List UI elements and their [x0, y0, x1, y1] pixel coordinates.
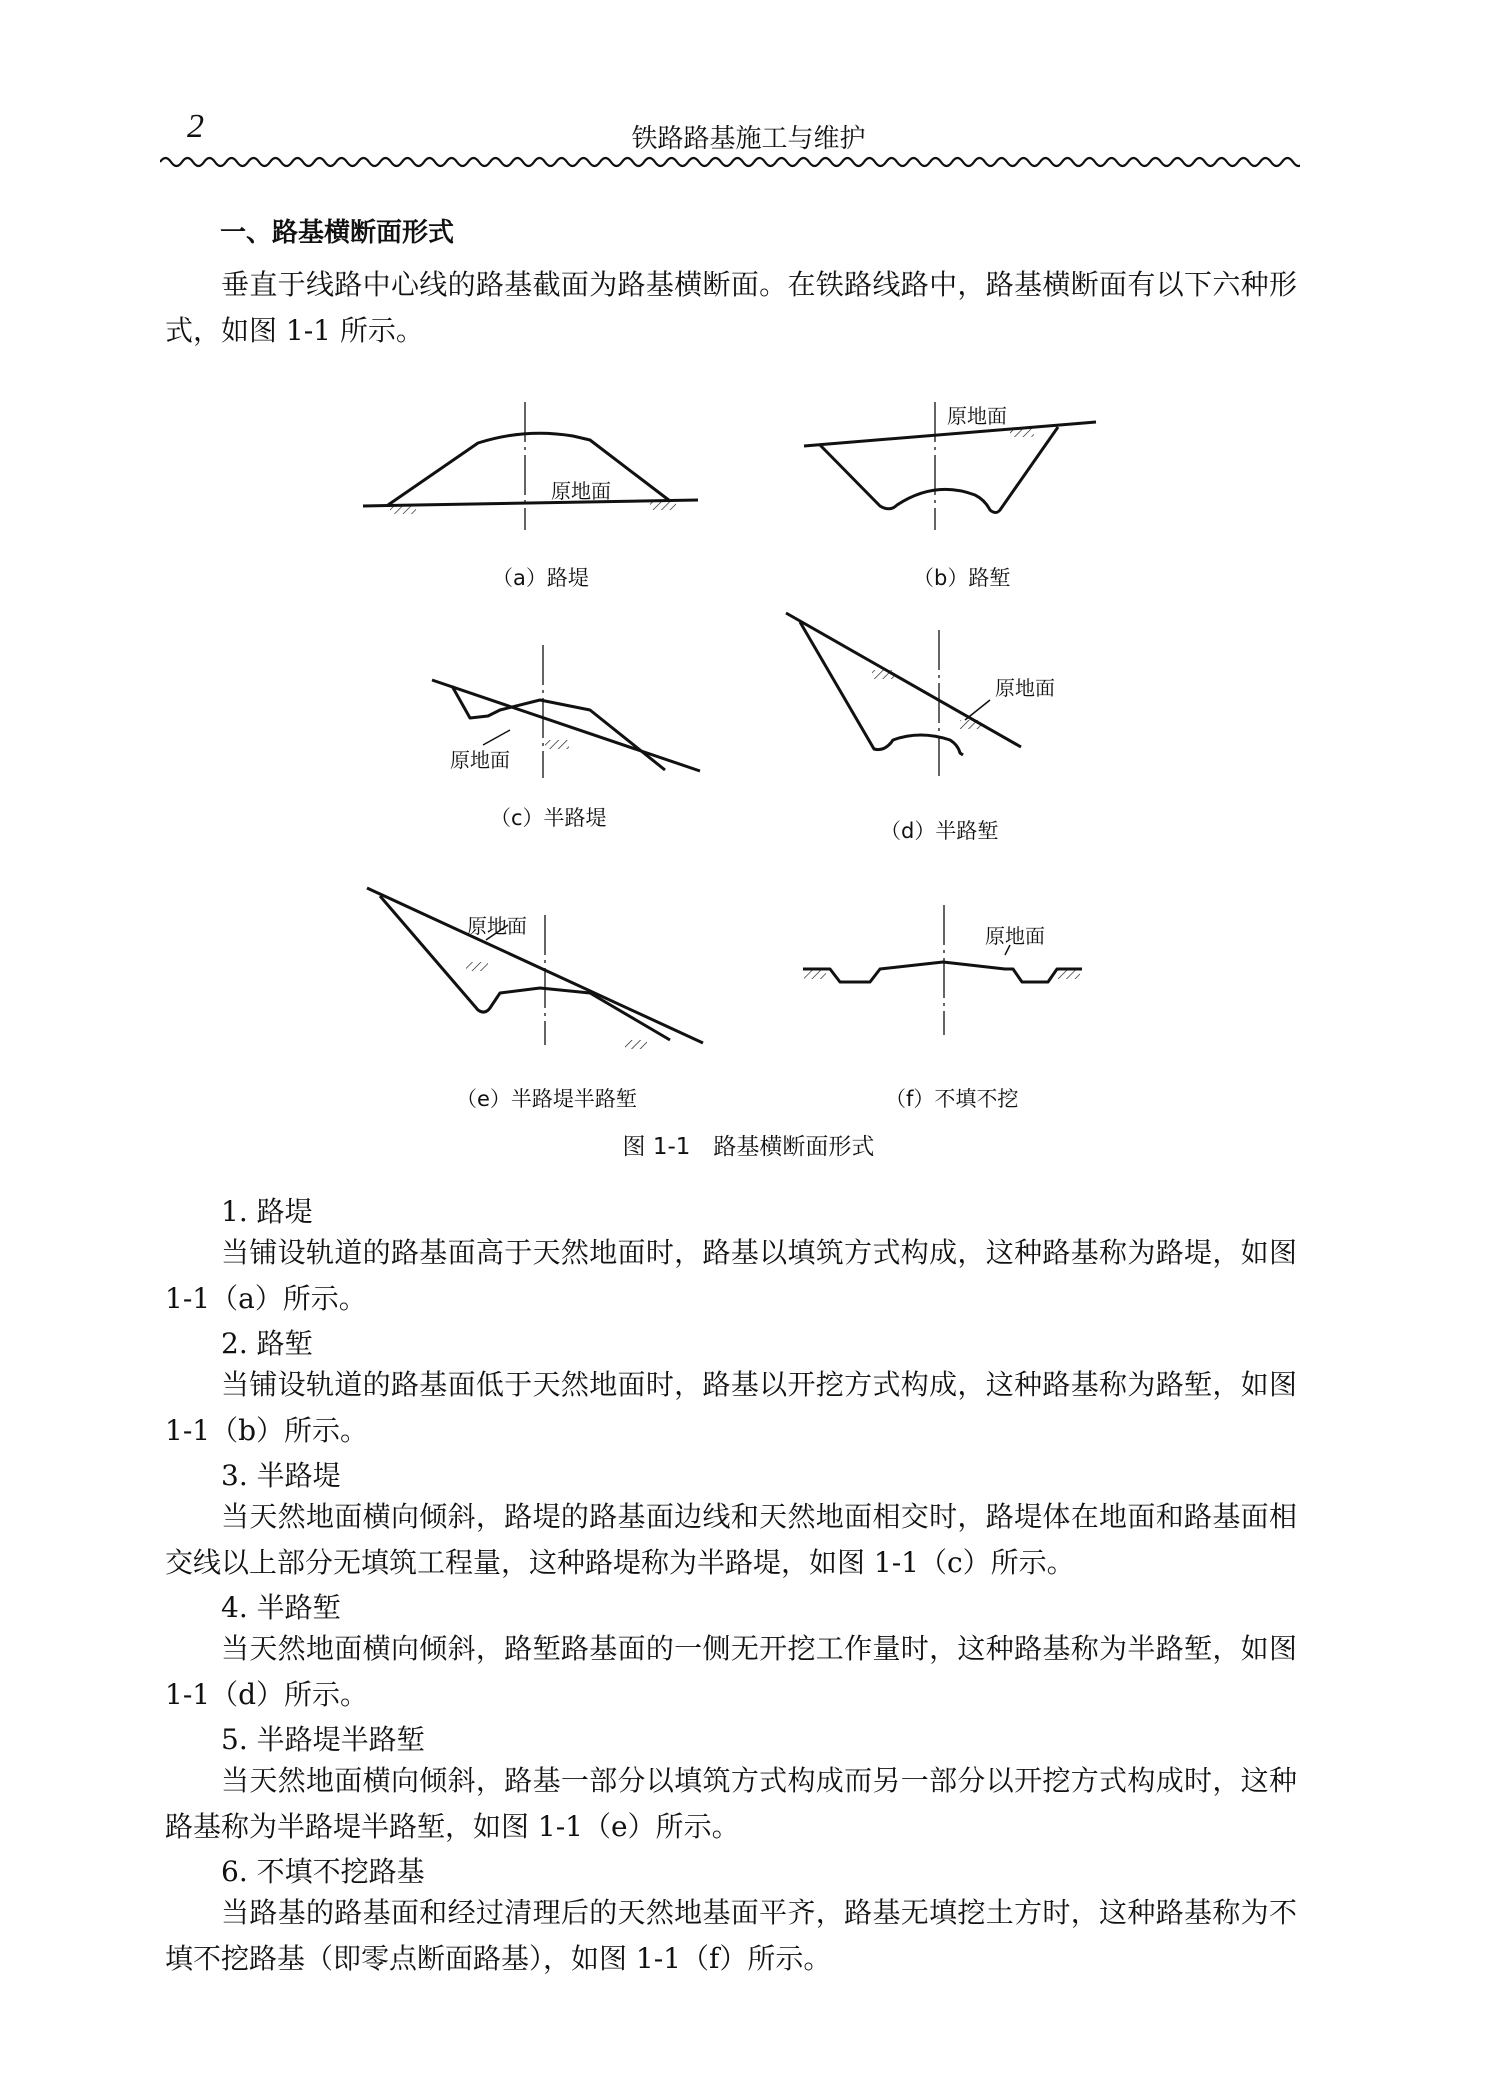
item-5-text: 当天然地面横向倾斜，路基一部分以填筑方式构成而另一部分以开挖方式构成时，这种路基称为半路堤半路堑，如图 1-1（e）所示。	[165, 1764, 1297, 1843]
page-number: 2	[187, 108, 204, 145]
ground-label-e: 原地面	[467, 914, 527, 938]
item-3-text: 当天然地面横向倾斜，路堤的路基面边线和天然地面相交时，路堤体在地面和路基面相交线以上部分无填筑工程量，这种路堤称为半路堤，如图 1-1（c）所示。	[165, 1500, 1297, 1579]
caption-a: （a）路堤	[492, 566, 589, 590]
ground-label-b: 原地面	[947, 404, 1007, 428]
item-1-heading: 1. 路堤	[221, 1195, 313, 1228]
item-1-text: 当铺设轨道的路基面高于天然地面时，路基以填筑方式构成，这种路基称为路堤，如图 1-1（a）所示。	[165, 1236, 1297, 1315]
caption-e: （e）半路堤半路堑	[456, 1087, 637, 1111]
ground-label-f: 原地面	[985, 924, 1045, 948]
caption-c: （c）半路堤	[490, 806, 607, 830]
intro-paragraph: 垂直于线路中心线的路基截面为路基横断面。在铁路线路中，路基横断面有以下六种形式，如图 1-1 所示。	[165, 268, 1297, 347]
caption-f: （f）不填不挖	[885, 1087, 1019, 1111]
item-6-text: 当路基的路基面和经过清理后的天然地基面平齐，路基无填挖土方时，这种路基称为不填不挖路基（即零点断面路基），如图 1-1（f）所示。	[165, 1896, 1297, 1975]
item-3-heading: 3. 半路堤	[221, 1459, 341, 1492]
item-5-heading: 5. 半路堤半路堑	[221, 1723, 425, 1756]
ground-label-c: 原地面	[450, 748, 510, 772]
figure-title: 图 1-1 路基横断面形式	[622, 1134, 875, 1160]
diagram-half-fill-half-cut	[367, 888, 703, 1049]
item-4-heading: 4. 半路堑	[221, 1591, 341, 1624]
section-title: 一、路基横断面形式	[220, 218, 455, 248]
item-2-text: 当铺设轨道的路基面低于天然地面时，路基以开挖方式构成，这种路基称为路堑，如图 1-1（b）所示。	[165, 1368, 1297, 1447]
diagram-half-cutting	[786, 613, 1021, 778]
ground-label-d: 原地面	[995, 676, 1055, 700]
diagram-embankment	[363, 402, 698, 530]
item-6-heading: 6. 不填不挖路基	[221, 1855, 425, 1888]
item-2-heading: 2. 路堑	[221, 1327, 313, 1360]
caption-b: （b）路堑	[913, 566, 1011, 590]
ground-label-a: 原地面	[551, 479, 611, 503]
item-4-text: 当天然地面横向倾斜，路堑路基面的一侧无开挖工作量时，这种路基称为半路堑，如图 1-1（d）所示。	[165, 1632, 1297, 1711]
caption-d: （d）半路堑	[880, 819, 999, 843]
running-title: 铁路路基施工与维护	[631, 124, 866, 154]
